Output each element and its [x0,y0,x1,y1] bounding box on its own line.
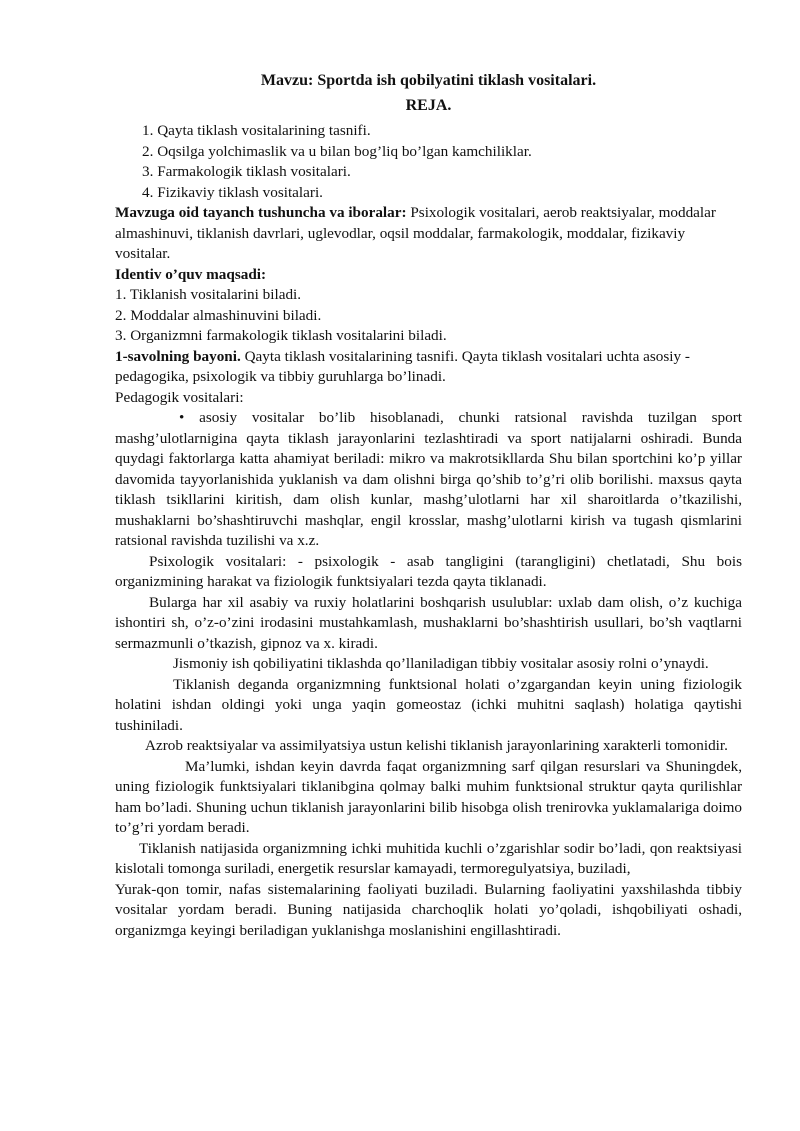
body-paragraph: Tiklanish natijasida organizmning ichki muhitida kuchli o’zgarishlar sodir bo’ladi, qon reaktsiyasi kislotali tomonga suriladi, energetik resurslar kamayadi, termoregulyatsiya, buziladi, [115,839,742,877]
document-page [115,70,742,941]
plan-item: 1. Qayta tiklash vositalarining tasnifi. [142,122,371,139]
goal-item: 2. Moddalar almashinuvini biladi. [115,306,322,324]
page-title: Mavzu: Sportda ish qobilyatini tiklash vositalari. [260,72,597,89]
keywords-label: Mavzuga oid tayanch tushuncha va iboralar: [115,204,407,221]
body-paragraph: Jismoniy ish qobiliyatini tiklashda qo’llaniladigan tibbiy vositalar asosiy rolni o’ynaydi. [173,655,709,672]
pedagogic-heading: Pedagogik vositalari: [115,388,244,406]
body-paragraph: Ma’lumki, ishdan keyin davrda faqat organizmning sarf qilgan resurslari va Shuningdek, uning fiziologik funktsiyalari tiklanibgina qolmay balki muhim funktsional struktur qayta qurilishlar ham bo’ladi. Shuning uchun tiklanish jarayonlarini bilib hisobga olish trenirovka yuklamalariga doimo to’g’ri yordam beradi. [115,757,742,836]
keywords-text: Psixologik vositalari, aerob reaktsiyalar, moddalar almashinuvi, tiklanish davrlari, uglevodlar, oqsil moddalar, farmakologik, moddalar, fizikaviy vositalar. [115,204,716,262]
goal-item: 3. Organizmni farmakologik tiklash vositalarini biladi. [115,327,447,344]
plan-item: 4. Fizikaviy tiklash vositalari. [142,183,323,201]
plan-heading: REJA. [405,97,452,114]
plan-item: 3. Farmakologik tiklash vositalari. [142,163,351,180]
goal-item: 1. Tiklanish vositalarini biladi. [115,286,302,303]
body-paragraph: Yurak-qon tomir, nafas sistemalarining faoliyati buziladi. Bularning faoliyatini yaxshilashda tibbiy vositalar yordam beradi. Buning natijasida charchoqlik holati yo’qoladi, ishqobiliyati oshadi, organizmga keyingi beriladigan yuklanishga moslanishini engillashtiradi. [115,880,742,939]
body-paragraph: Bularga har xil asabiy va ruxiy holatlarini boshqarish usulublar: uxlab dam olish, o’z kuchiga ishontiri sh, o’z-o’zini irodasini mustahkamlash, mushaklarni bo’shashtirish usullari, bo’sh vaqtlarni sermazmunli o’tkazish, gipnoz va x. kiradi. [115,593,742,652]
body-paragraph: Psixologik vositalari: - psixologik - asab tangligini (tarangligini) chetlatadi, Shu bois organizmining harakat va fiziologik funktsiyalari tezda qayta tiklanadi. [115,552,742,590]
plan-list [115,121,742,203]
keywords-paragraph [115,203,742,265]
body-paragraph: Tiklanish deganda organizmning funktsional holati o’zgargandan keyin uning fiziologik holatini ishdan oldingi yoki unga yaqin gomeostaz (ichki muhitni saqlash) holatiga qaytishi tushiniladi. [115,675,742,734]
goal-heading: Identiv o’quv maqsadi: [115,265,267,283]
question-1-paragraph [115,347,742,388]
body-paragraph: • asosiy vositalar bo’lib hisoblanadi, chunki ratsional ravishda tuzilgan sport mashg’ulotlarnigina qayta tiklash jarayonlarini tezlashtiradi va sport natijalarni oshiradi. Bunda quydagi faktorlarga katta ahamiyat beriladi: mikro va makrotsikllarda Shu bilan sportchini ko’p yillar davomida tayyorlanishida yuklanish va dam olishni birga qo’shib to’g’ri olib borilishi. maxsus qayta tiklash tsikllarini kiritish, dam olish kunlar, mashg’ulotlarni har xil sharoitlarda o’tkazilishi, mushaklarni bo’shashtiruvchi mashqlar, engil krosslar, mashg’ulotlarni kirish va tugash qismlarini ratsional ravishda tuzilishi va x.z. [115,409,742,549]
plan-item: 2. Oqsilga yolchimaslik va u bilan bog’liq bo’lgan kamchiliklar. [142,142,532,160]
question-1-text: Qayta tiklash vositalarining tasnifi. Qayta tiklash vositalari uchta asosiy - pedagogika, psixologik va tibbiy guruhlarga bo’linadi. [115,347,690,385]
question-1-label: 1-savolning bayoni. [115,347,241,365]
body-paragraph: Azrob reaktsiyalar va assimilyatsiya ustun kelishi tiklanish jarayonlarining xarakterli tomonidir. [145,737,728,754]
